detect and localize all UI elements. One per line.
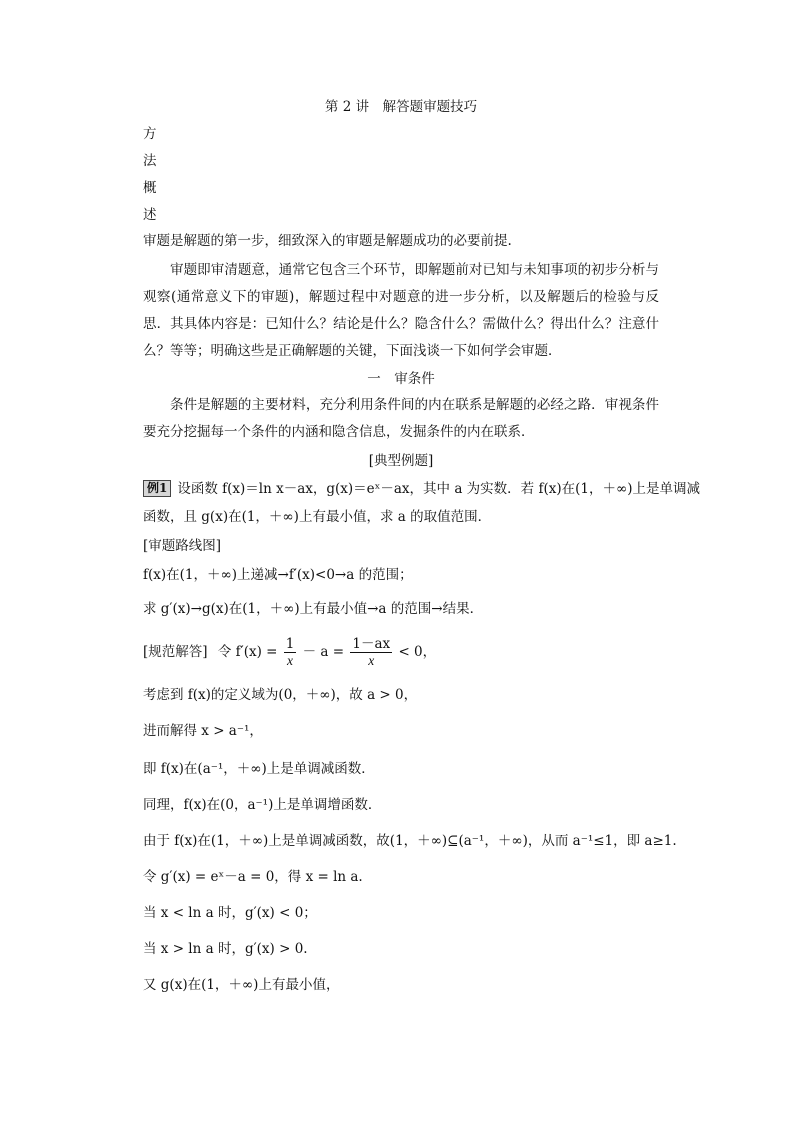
- example-line-2: 函数，且 g(x)在(1，＋∞)上有最小值，求 a 的取值范围．: [143, 509, 492, 525]
- step-1: 考虑到 f(x)的定义域为(0，＋∞)，故 a > 0，: [143, 687, 418, 703]
- solution-lead: 令 f′(x) =: [217, 644, 278, 660]
- section-paragraph: 条件是解题的主要材料，充分利用条件间的内在联系是解题的必经之路．审视条件要充分挖掘每一个条件的内涵和隐含信息，发掘条件的内在联系．: [143, 397, 659, 440]
- intro-paragraph-1: 审题是解题的第一步，细致深入的审题是解题成功的必要前提.: [143, 233, 512, 249]
- step-4: 同理，f(x)在(0，a⁻¹)上是单调增函数．: [143, 797, 382, 813]
- solution-line: [143, 636, 436, 669]
- step-5: 由于 f(x)在(1，＋∞)上是单调减函数，故(1，＋∞)⊆(a⁻¹，＋∞)，从而 a⁻¹≤1，即 a≥1.: [143, 833, 677, 849]
- fraction-2-numerator: 1－ax: [352, 636, 391, 652]
- section-title: 一 审条件: [367, 371, 435, 387]
- solution-label: [规范解答]: [143, 644, 208, 660]
- fraction-1-denominator: x: [287, 653, 294, 668]
- side-char-1: 方: [143, 126, 157, 142]
- fraction-one-over-x: [284, 636, 297, 669]
- page-title: 第 2 讲 解答题审题技巧: [324, 99, 478, 115]
- step-9: 又 g(x)在(1，＋∞)上有最小值，: [143, 977, 340, 993]
- example-badge: 例1: [143, 480, 171, 497]
- side-char-3: 概: [143, 180, 157, 196]
- side-char-2: 法: [143, 153, 157, 169]
- step-6: 令 g′(x) = eˣ－a = 0，得 x = ln a.: [143, 869, 363, 885]
- fraction-one-minus-ax: [350, 636, 392, 669]
- side-char-4: 述: [143, 207, 157, 223]
- step-8: 当 x > ln a 时，g′(x) > 0.: [143, 941, 308, 957]
- intro-paragraph-2: 审题即审清题意，通常它包含三个环节，即解题前对已知与未知事项的初步分析与观察(通常意义下的审题)，解题过程中对题意的进一步分析，以及解题后的检验与反思．其具体内容是：已知什么？结论是什么？隐含什么？需做什么？得出什么？注意什么？等等；明确这些是正确解题的关键，下面浅谈一下如何学会审题．: [143, 262, 659, 359]
- roadmap-step-2: 求 g′(x)→g(x)在(1，＋∞)上有最小值→a 的范围→结果．: [143, 601, 484, 617]
- roadmap-heading: [审题路线图]: [143, 538, 222, 554]
- roadmap-step-1: f(x)在(1，＋∞)上递减→f′(x)<0→a 的范围；: [143, 567, 413, 583]
- example-line-1: [143, 480, 700, 498]
- solution-tail: < 0，: [398, 644, 437, 660]
- step-7: 当 x < ln a 时，g′(x) < 0；: [143, 905, 317, 921]
- step-2: 进而解得 x > a⁻¹，: [143, 723, 263, 739]
- example-text-1: 设函数 f(x)＝ln x－ax，g(x)＝eˣ－ax，其中 a 为实数．若 f(x)在(1，＋∞)上是单调减: [177, 481, 700, 497]
- step-3: 即 f(x)在(a⁻¹，＋∞)上是单调减函数．: [143, 761, 375, 777]
- fraction-1-numerator: 1: [285, 636, 295, 652]
- solution-minus-a: － a =: [302, 644, 345, 660]
- typical-examples-heading: [典型例题]: [368, 453, 434, 469]
- fraction-2-denominator: x: [368, 653, 375, 668]
